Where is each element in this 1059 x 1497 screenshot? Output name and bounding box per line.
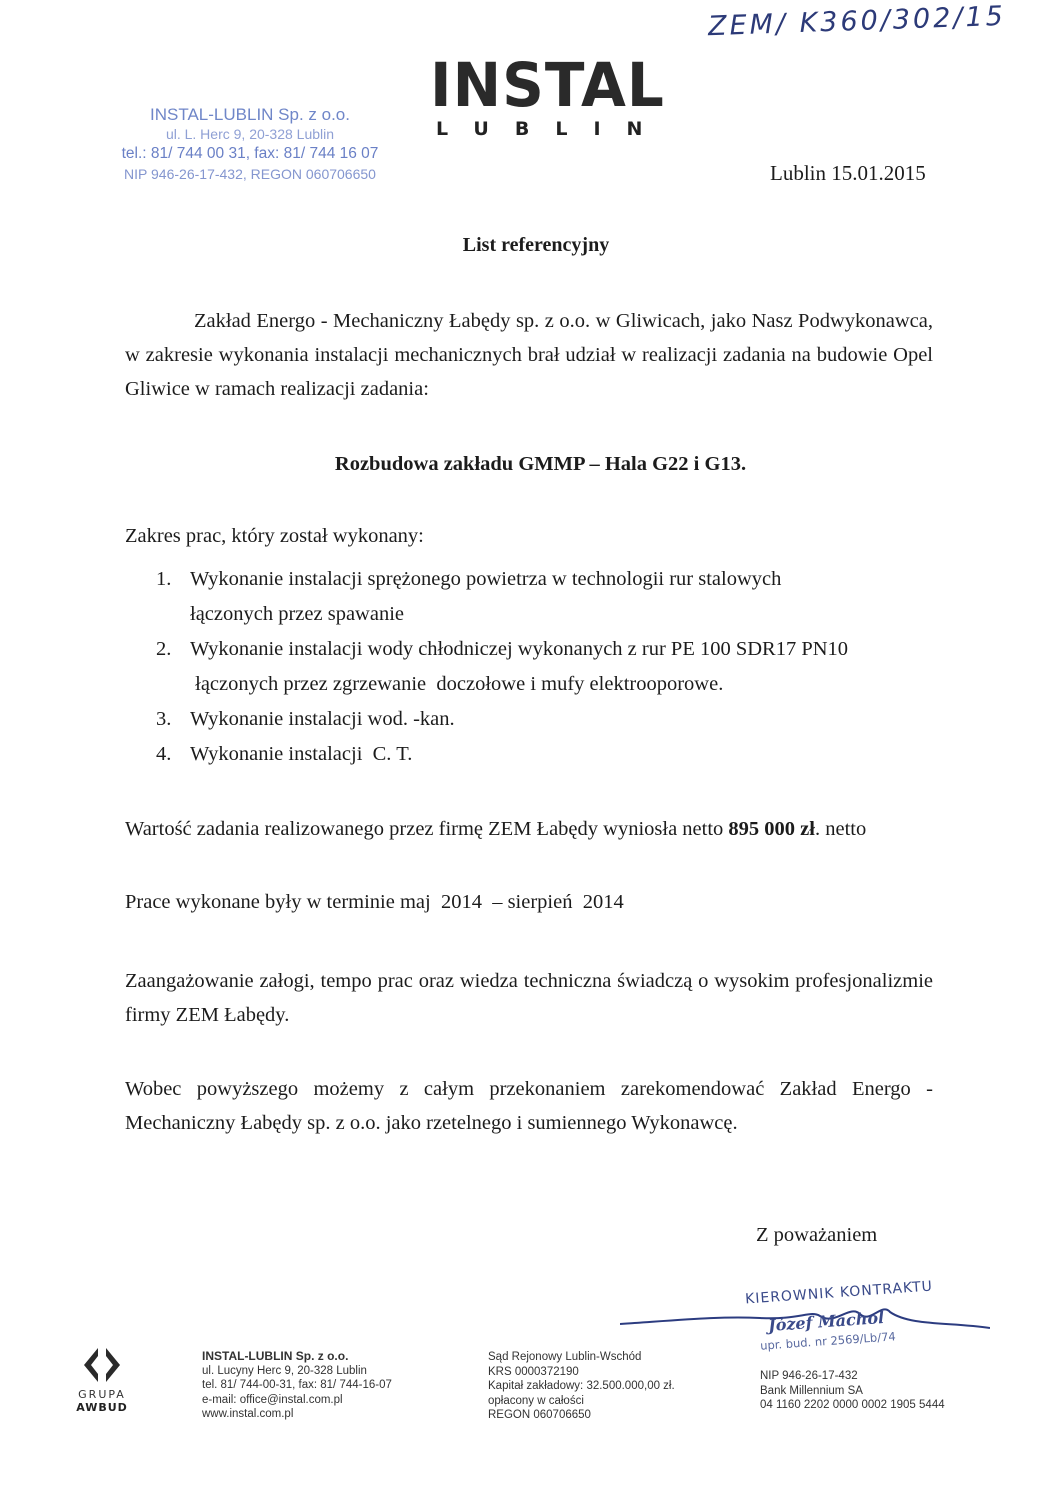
scope-heading: Zakres prac, który został wykonany: <box>125 525 424 547</box>
signature-stamp-name: Józef Machol <box>767 1307 885 1336</box>
intro-paragraph: Zakład Energo - Mechaniczny Łabędy sp. z o.o. w Gliwicach, jako Nasz Podwykonawca, w zakresie wykonania instalacji mechanicznych brał udział w realizacji zadania na budowie Opel Gliwice w ramach realizacji zadania: <box>125 310 933 400</box>
footer-bank-info <box>760 1369 945 1413</box>
handwritten-reference-number: ZEM/ K360/302/15 <box>707 0 1007 43</box>
value-suffix: . netto <box>814 818 867 840</box>
stamp-phone: tel.: 81/ 744 00 31, fax: 81/ 744 16 07 <box>121 145 379 162</box>
stamp-company: INSTAL-LUBLIN Sp. z o.o. <box>150 105 350 124</box>
footer-line: NIP 946-26-17-432 <box>760 1370 858 1382</box>
project-subject-text: Rozbudowa zakładu GMMP – Hala G22 i G13. <box>334 453 747 475</box>
scope-item <box>156 562 916 632</box>
scope-item-line: Wykonanie instalacji wod. -kan. <box>190 708 455 730</box>
stamp-address: ul. L. Herc 9, 20-328 Lublin <box>165 126 335 142</box>
scope-item-line: łączonych przez spawanie <box>190 603 404 625</box>
logo-sub-text: LUBLIN <box>436 118 669 140</box>
project-subject <box>0 453 1059 476</box>
scope-item-line: Wykonanie instalacji C. T. <box>190 743 413 765</box>
scope-item <box>156 632 916 702</box>
contract-amount: 895 000 zł <box>728 818 815 840</box>
signature-stamp-license: upr. bud. nr 2569/Lb/74 <box>759 1329 897 1353</box>
footer-registration-info <box>488 1350 675 1423</box>
sender-stamp <box>100 104 400 184</box>
footer-line: tel. 81/ 744-00-31, fax: 81/ 744-16-07 <box>202 1379 392 1391</box>
letter-date: Lublin 15.01.2015 <box>770 161 926 185</box>
letter-title-text: List referencyjny <box>462 234 610 256</box>
group-logo-line2: AWBUD <box>76 1401 128 1414</box>
scope-item <box>156 702 916 737</box>
contract-value-sentence <box>125 818 866 841</box>
group-logo-line1: GRUPA <box>78 1388 126 1401</box>
work-period: Prace wykonane były w terminie maj 2014 – sierpień 2014 <box>125 891 624 913</box>
scope-item-number: 1. <box>156 568 172 590</box>
logo-main-text: INSTAL <box>430 49 665 121</box>
scope-item-number: 3. <box>156 708 172 730</box>
scope-item-line: łączonych przez zgrzewanie doczołowe i mufy elektrooporowe. <box>190 673 724 695</box>
footer-line: opłacony w całości <box>488 1394 584 1407</box>
scope-item <box>156 737 916 772</box>
value-text: Wartość zadania realizowanego przez firmę ZEM Łabędy wyniosła netto <box>125 818 729 840</box>
recommendation-paragraph: Wobec powyższego możemy z całym przekonaniem zarekomendować Zakład Energo - Mechaniczny Łabędy sp. z o.o. jako rzetelnego i sumiennego Wykonawcę. <box>125 1078 933 1134</box>
footer-line: Sąd Rejonowy Lublin-Wschód <box>488 1351 642 1363</box>
stamp-ids: NIP 946-26-17-432, REGON 060706650 <box>124 166 376 182</box>
footer-line: KRS 0000372190 <box>488 1365 579 1378</box>
footer-line: INSTAL-LUBLIN Sp. z o.o. <box>202 1349 349 1363</box>
scope-item-line: Wykonanie instalacji sprężonego powietrza w technologii rur stalowych <box>190 568 782 590</box>
scope-item-number: 4. <box>156 743 172 765</box>
scope-item-number: 2. <box>156 638 172 660</box>
signature-stamp-role: KIEROWNIK KONTRAKTU <box>744 1278 934 1308</box>
footer-company-info <box>202 1349 392 1422</box>
scope-item-line: Wykonanie instalacji wody chłodniczej wykonanych z rur PE 100 SDR17 PN10 <box>190 638 849 660</box>
footer-line: 04 1160 2202 0000 0002 1905 5444 <box>760 1399 945 1411</box>
engagement-paragraph: Zaangażowanie załogi, tempo prac oraz wiedza techniczna świadczą o wysokim profesjonalizmie firmy ZEM Łabędy. <box>125 970 933 1026</box>
footer-line: Bank Millennium SA <box>760 1384 863 1397</box>
closing-salutation: Z poważaniem <box>756 1224 878 1246</box>
letter-title <box>0 234 1059 257</box>
footer-website[interactable]: www.instal.com.pl <box>202 1408 294 1420</box>
company-logo <box>430 49 669 140</box>
group-logo <box>72 1345 132 1414</box>
footer-line: Kapitał zakładowy: 32.500.000,00 zł. <box>488 1380 675 1392</box>
scope-list <box>156 562 916 772</box>
footer-line: REGON 060706650 <box>488 1409 591 1421</box>
footer-email[interactable]: e-mail: office@instal.com.pl <box>202 1393 343 1406</box>
group-logo-icon <box>81 1345 123 1385</box>
footer-line: ul. Lucyny Herc 9, 20-328 Lublin <box>202 1364 367 1377</box>
